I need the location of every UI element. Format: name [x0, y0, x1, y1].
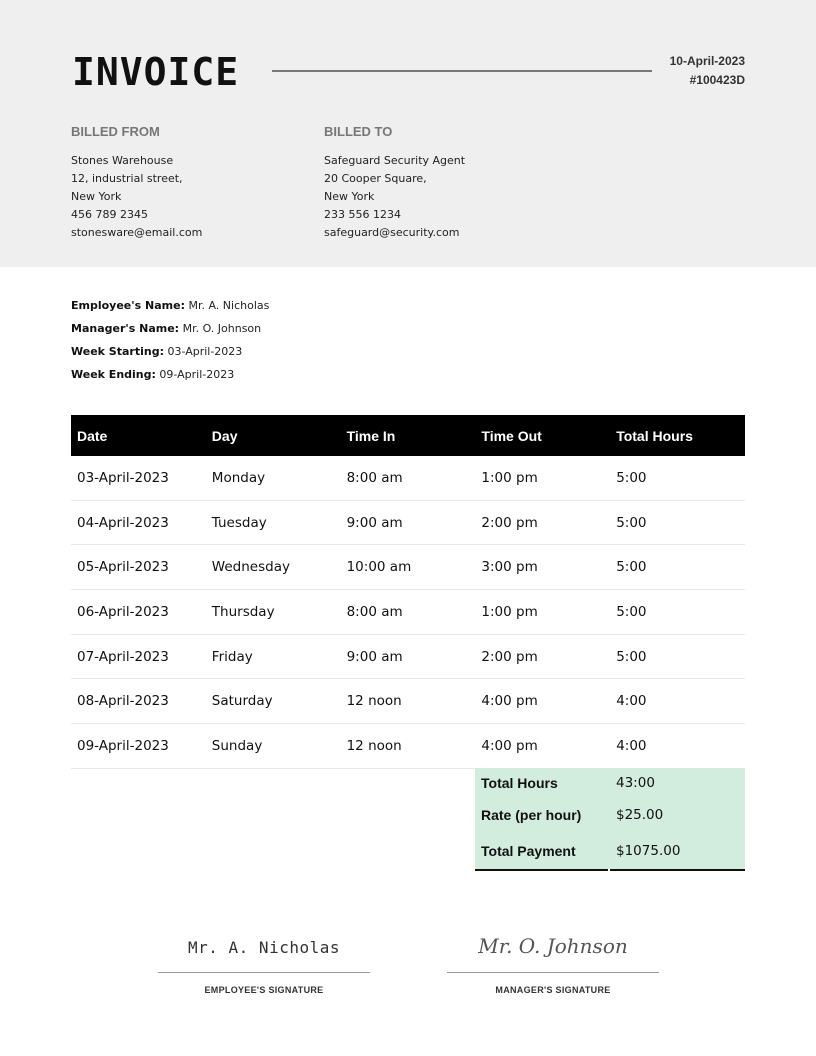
column-header-time-out: Time Out [481, 427, 542, 444]
table-row [71, 501, 745, 546]
summary-underline-left [475, 869, 608, 871]
billed-to-city: New York [324, 190, 375, 203]
cell-time-out: 1:00 pm [481, 469, 538, 486]
billed-to-phone: 233 556 1234 [324, 208, 401, 221]
cell-time-out: 2:00 pm [481, 648, 538, 665]
cell-time-in: 8:00 am [346, 469, 403, 486]
cell-total-hours: 5:00 [616, 469, 647, 486]
cell-time-in: 8:00 am [346, 603, 403, 620]
cell-total-hours: 5:00 [616, 559, 647, 576]
cell-date: 04-April-2023 [77, 514, 169, 531]
billed-from-phone: 456 789 2345 [71, 208, 148, 221]
employee-info [71, 298, 269, 390]
manager-signature: Mr. O. Johnson [478, 934, 628, 958]
billed-to-email: safeguard@security.com [324, 226, 460, 239]
cell-time-in: 10:00 am [346, 559, 412, 576]
cell-date: 06-April-2023 [77, 603, 169, 620]
week-ending-label: Week Ending: [71, 368, 156, 381]
invoice-title: INVOICE [72, 50, 240, 94]
cell-total-hours: 4:00 [616, 737, 647, 754]
billed-to-street: 20 Cooper Square, [324, 172, 427, 185]
employee-name-value: Mr. A. Nicholas [188, 299, 270, 312]
employee-name-label: Employee's Name: [71, 299, 185, 312]
cell-total-hours: 5:00 [616, 603, 647, 620]
cell-time-in: 12 noon [346, 693, 402, 710]
cell-date: 09-April-2023 [77, 737, 169, 754]
cell-time-out: 1:00 pm [481, 603, 538, 620]
summary-box [475, 768, 745, 869]
cell-time-out: 2:00 pm [481, 514, 538, 531]
cell-day: Friday [211, 648, 253, 665]
total-payment-label: Total Payment [481, 842, 576, 859]
billed-from-block [71, 124, 202, 242]
cell-day: Saturday [211, 693, 273, 710]
cell-day: Tuesday [211, 514, 267, 531]
rate-label: Rate (per hour) [481, 807, 582, 823]
cell-time-in: 9:00 am [346, 648, 403, 665]
total-hours-label: Total Hours [481, 775, 558, 791]
billed-from-company: Stones Warehouse [71, 154, 174, 167]
cell-time-out: 3:00 pm [481, 559, 538, 576]
cell-date: 08-April-2023 [77, 693, 169, 710]
cell-day: Sunday [211, 737, 263, 754]
billed-to-heading: BILLED TO [324, 124, 393, 139]
employee-signature-caption: EMPLOYEE'S SIGNATURE [204, 985, 324, 995]
cell-date: 05-April-2023 [77, 559, 169, 576]
title-rule [272, 70, 652, 72]
table-header [71, 415, 745, 456]
summary-underline-right [610, 869, 745, 871]
invoice-number: #100423D [689, 73, 745, 87]
employee-signature: Mr. A. Nicholas [188, 938, 340, 957]
week-ending-value: 09-April-2023 [159, 368, 235, 381]
manager-signature-line [447, 972, 659, 973]
column-header-day: Day [211, 427, 238, 444]
manager-name-row [71, 321, 269, 344]
cell-day: Wednesday [211, 559, 290, 576]
billed-from-email: stonesware@email.com [71, 226, 203, 239]
week-ending-row [71, 367, 269, 390]
employee-signature-line [158, 972, 370, 973]
billed-from-city: New York [71, 190, 122, 203]
table-row [71, 635, 745, 680]
week-starting-label: Week Starting: [71, 345, 164, 358]
cell-total-hours: 4:00 [616, 693, 647, 710]
cell-time-out: 4:00 pm [481, 693, 538, 710]
cell-total-hours: 5:00 [616, 514, 647, 531]
cell-time-in: 12 noon [346, 737, 402, 754]
column-header-time-in: Time In [346, 427, 396, 444]
cell-total-hours: 5:00 [616, 648, 647, 665]
total-hours-row [475, 768, 745, 798]
cell-time-out: 4:00 pm [481, 737, 538, 754]
week-starting-row [71, 344, 269, 367]
total-payment-value: $1075.00 [616, 842, 681, 859]
billed-to-company: Safeguard Security Agent [324, 154, 466, 167]
total-payment-row [475, 832, 745, 869]
manager-name-label: Manager's Name: [71, 322, 180, 335]
week-starting-value: 03-April-2023 [167, 345, 243, 358]
table-row [71, 456, 745, 501]
table-row [71, 590, 745, 635]
billed-from-street: 12, industrial street, [71, 172, 183, 185]
cell-date: 07-April-2023 [77, 648, 169, 665]
billed-from-heading: BILLED FROM [71, 124, 160, 139]
column-header-date: Date [77, 427, 108, 444]
manager-signature-caption: MANAGER'S SIGNATURE [495, 985, 611, 995]
rate-value: $25.00 [616, 807, 664, 823]
table-row [71, 724, 745, 769]
table-row [71, 545, 745, 590]
total-hours-value: 43:00 [616, 775, 655, 791]
invoice-date: 10-April-2023 [669, 54, 745, 68]
cell-day: Thursday [211, 603, 275, 620]
billed-to-block [324, 124, 465, 242]
cell-day: Monday [211, 469, 266, 486]
cell-date: 03-April-2023 [77, 469, 169, 486]
rate-row [475, 798, 745, 832]
table-row [71, 679, 745, 724]
manager-name-value: Mr. O. Johnson [182, 322, 262, 335]
timesheet-table [71, 415, 745, 769]
cell-time-in: 9:00 am [346, 514, 403, 531]
column-header-total-hours: Total Hours [616, 427, 693, 444]
employee-name-row [71, 298, 269, 321]
